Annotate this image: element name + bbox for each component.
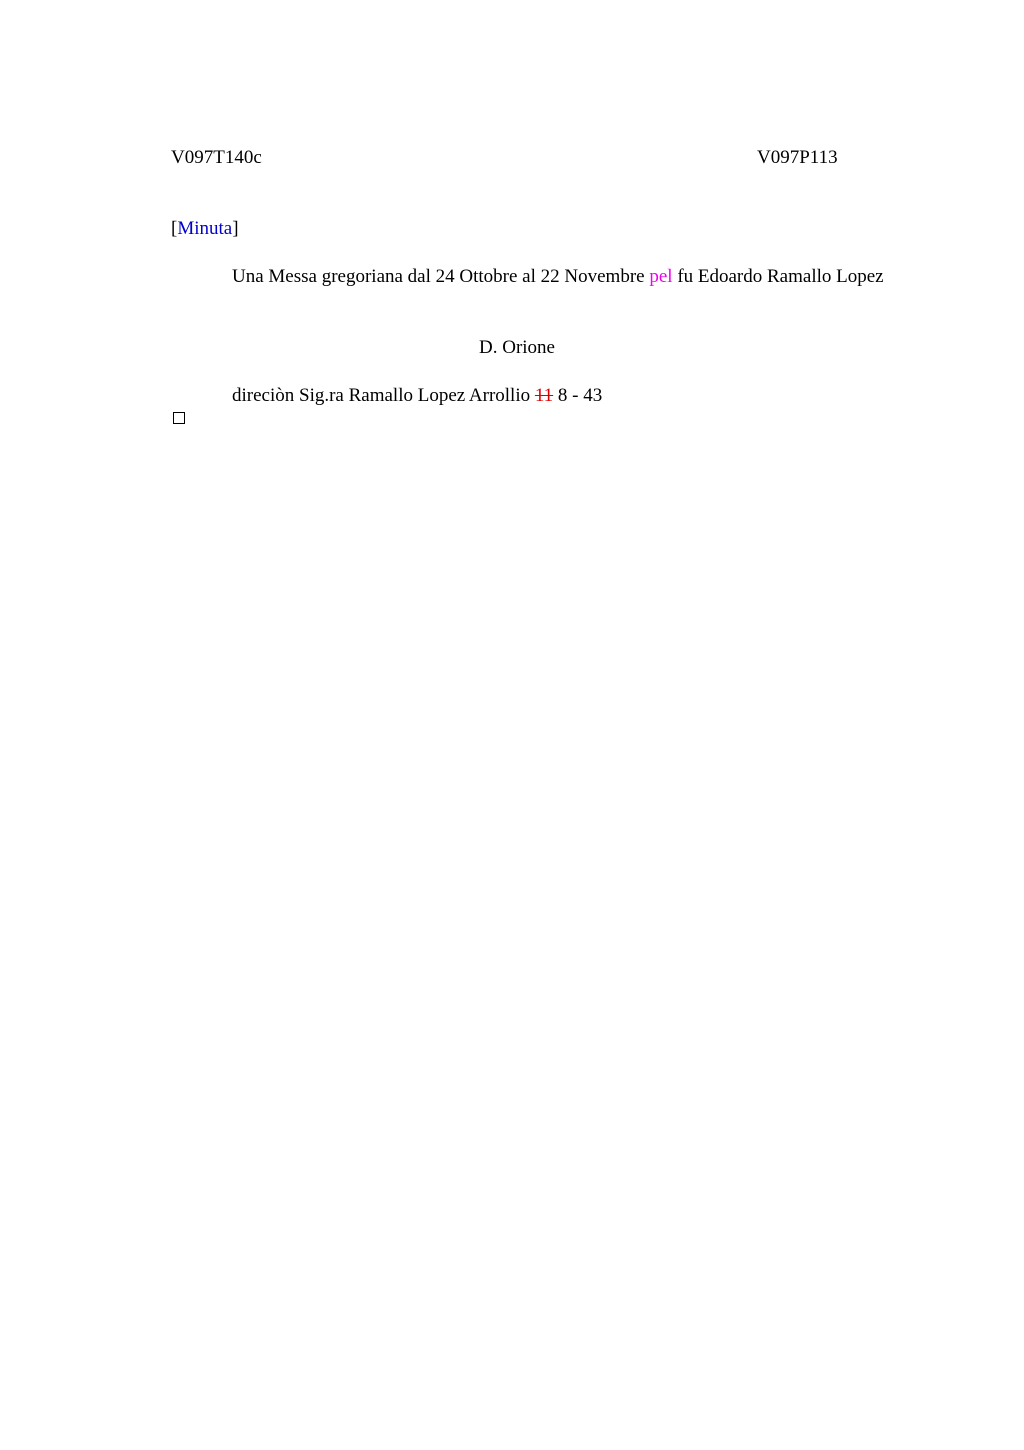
minuta-text: Minuta (177, 218, 233, 239)
minuta-label (171, 217, 239, 241)
document-code-left: V097T140c (171, 147, 262, 168)
empty-square-icon (173, 412, 185, 424)
close-bracket: ] (232, 218, 239, 239)
highlighted-word: pel (649, 266, 673, 287)
mass-text-end: fu Edoardo Ramallo Lopez (672, 266, 884, 287)
mass-text-start: Una Messa gregoriana dal 24 Ottobre al 22 Novembre (232, 266, 650, 287)
open-bracket: [ (171, 218, 178, 239)
signature: D. Orione (479, 337, 555, 358)
mass-paragraph (171, 265, 887, 289)
address-text-end: 8 - 43 (553, 385, 603, 406)
struck-number: 11 (534, 385, 554, 406)
document-code-right: V097P113 (757, 147, 838, 168)
address-text-start: direciòn Sig.ra Ramallo Lopez Arrollio (232, 385, 535, 406)
address-paragraph (232, 384, 602, 408)
